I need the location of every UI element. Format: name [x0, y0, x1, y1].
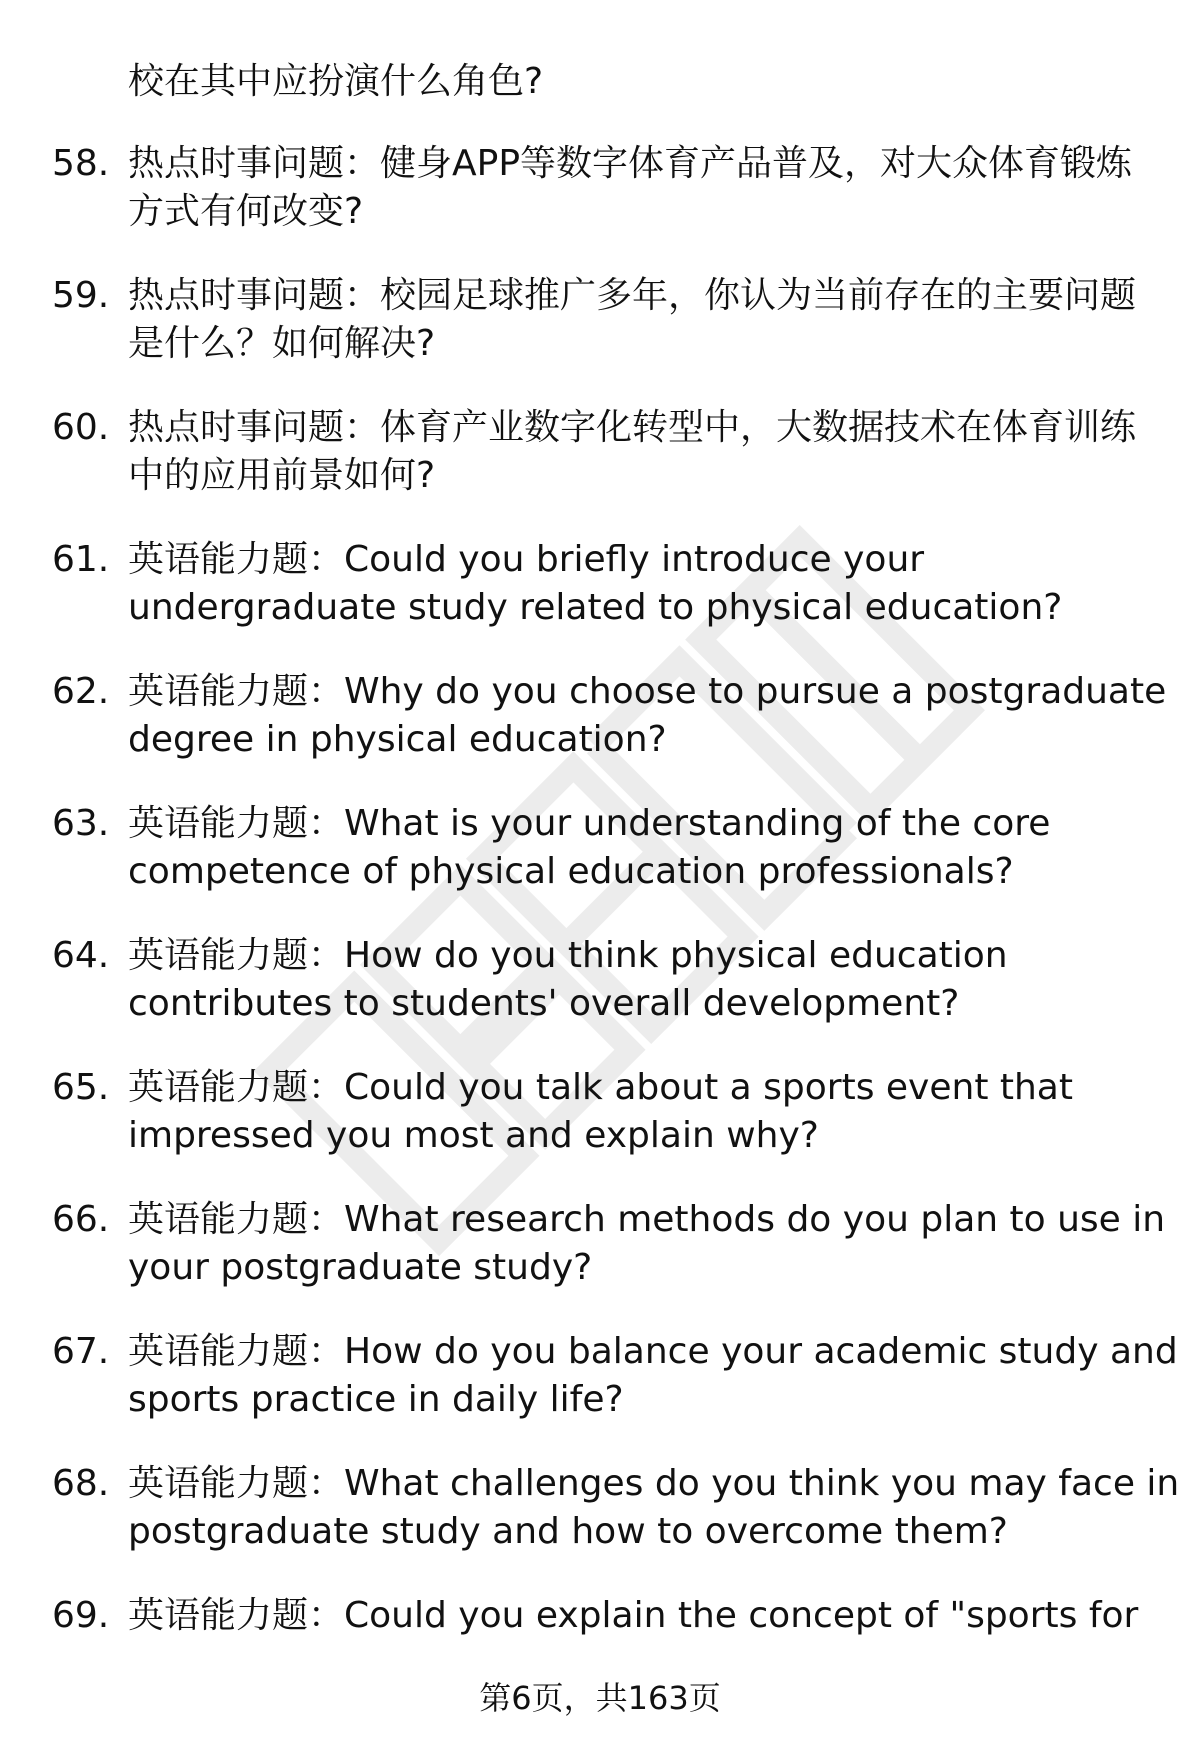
question-line: 英语能力题：Could you explain the concept of "sports for [128, 1595, 1139, 1636]
question-number: 62. [52, 671, 110, 712]
question-line: postgraduate study and how to overcome them? [128, 1511, 1008, 1552]
question-line: 方式有何改变? [128, 191, 364, 232]
question-line: 英语能力题：How do you balance your academic study and [128, 1331, 1178, 1372]
question-line: 英语能力题：Why do you choose to pursue a postgraduate [128, 671, 1167, 712]
question-text [128, 1328, 1178, 1424]
question-text [128, 668, 1167, 764]
question-line: 热点时事问题：体育产业数字化转型中，大数据技术在体育训练 [128, 407, 1137, 448]
question-line: 英语能力题：How do you think physical education [128, 935, 1008, 976]
question-line: 热点时事问题：校园足球推广多年，你认为当前存在的主要问题 [128, 275, 1137, 316]
question-item [0, 1460, 1200, 1592]
question-line: 英语能力题：Could you talk about a sports event that [128, 1067, 1073, 1108]
question-text [128, 140, 1158, 236]
question-line: competence of physical education professionals? [128, 851, 1014, 892]
question-item [0, 1064, 1200, 1196]
question-text [128, 1196, 1166, 1292]
question-text [128, 272, 1158, 368]
question-item [0, 932, 1200, 1064]
question-text [128, 404, 1158, 500]
question-line: degree in physical education? [128, 719, 667, 760]
question-line: 英语能力题：What research methods do you plan to use in [128, 1199, 1166, 1240]
question-line: contributes to students' overall development? [128, 983, 960, 1024]
question-number: 60. [52, 407, 110, 448]
question-line: your postgraduate study? [128, 1247, 593, 1288]
question-item [0, 140, 1200, 272]
question-number: 63. [52, 803, 110, 844]
continuation-line: 校在其中应扮演什么角色? [128, 61, 544, 102]
question-line: 英语能力题：What challenges do you think you may face in [128, 1463, 1180, 1504]
question-text [128, 1460, 1180, 1556]
question-item [0, 800, 1200, 932]
question-number: 66. [52, 1199, 110, 1240]
question-line: 英语能力题：Could you briefly introduce your [128, 539, 925, 580]
question-item [0, 668, 1200, 800]
question-number: 59. [52, 275, 110, 316]
question-number: 64. [52, 935, 110, 976]
question-list [0, 140, 1200, 1724]
question-item [0, 1328, 1200, 1460]
question-item [0, 404, 1200, 536]
page-footer: 第6页，共163页 [479, 1679, 721, 1717]
question-item [0, 536, 1200, 668]
question-text [128, 800, 1158, 896]
question-number: 68. [52, 1463, 110, 1504]
question-number: 65. [52, 1067, 110, 1108]
question-line: 是什么？如何解决? [128, 323, 436, 364]
question-line: 中的应用前景如何? [128, 455, 436, 496]
question-line: sports practice in daily life? [128, 1379, 624, 1420]
question-line: impressed you most and explain why? [128, 1115, 819, 1156]
question-line: 热点时事问题：健身APP等数字体育产品普及，对大众体育锻炼 [128, 143, 1133, 184]
question-number: 69. [52, 1595, 110, 1636]
question-text [128, 932, 1158, 1028]
question-item [0, 272, 1200, 404]
question-text [128, 1592, 1158, 1640]
question-number: 61. [52, 539, 110, 580]
question-number: 58. [52, 143, 110, 184]
question-line: 英语能力题：What is your understanding of the core [128, 803, 1051, 844]
question-item [0, 1196, 1200, 1328]
question-text [128, 536, 1158, 632]
question-line: undergraduate study related to physical education? [128, 587, 1063, 628]
question-number: 67. [52, 1331, 110, 1372]
question-text [128, 1064, 1158, 1160]
